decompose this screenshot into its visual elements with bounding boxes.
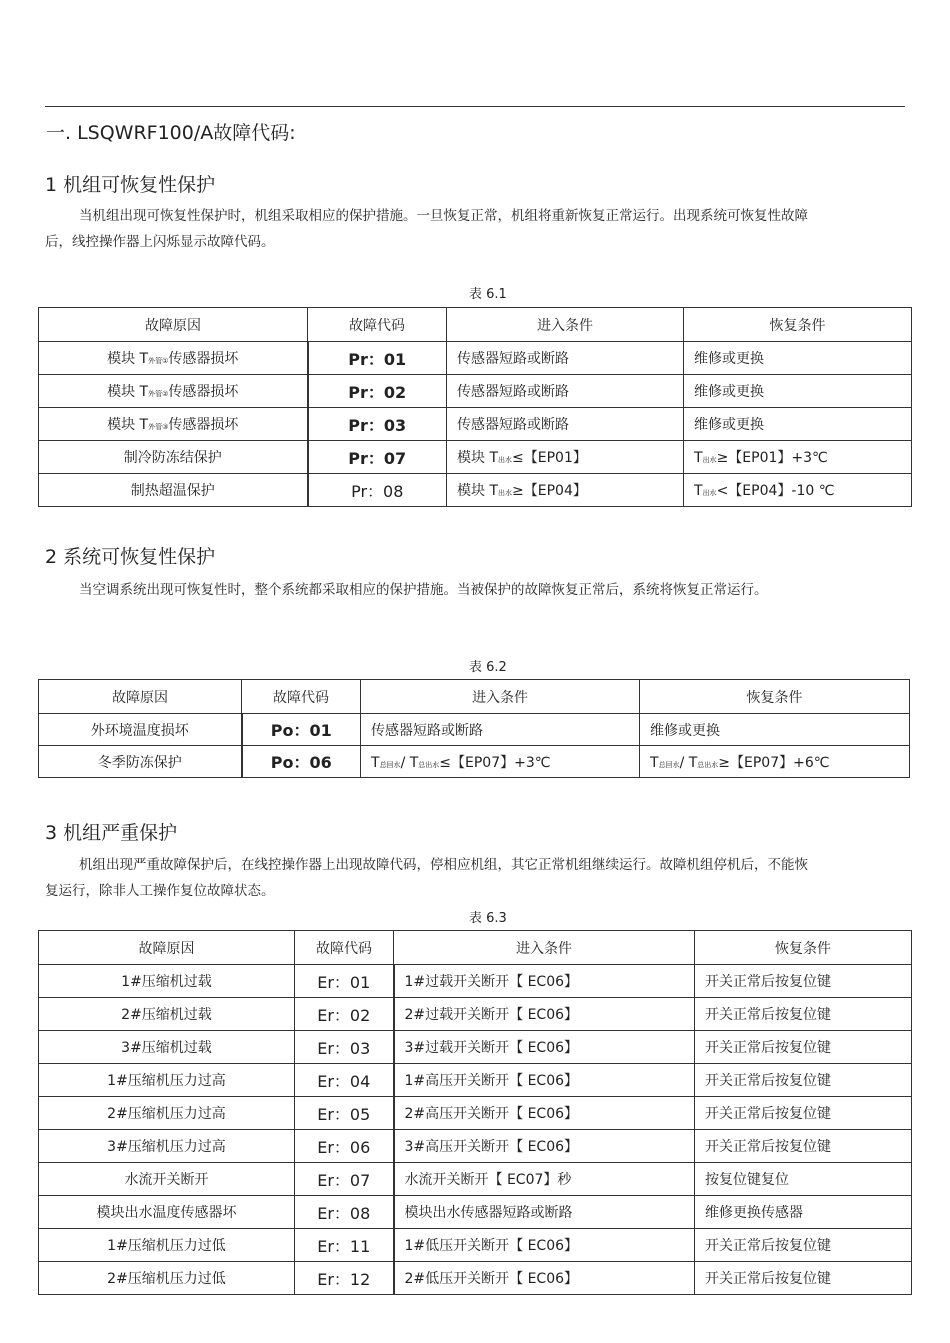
cell-code: Er：08 [295,1196,394,1229]
table-6-2-caption: 表 6.2 [469,660,507,675]
cell-cause: 3#压缩机压力过高 [39,1130,295,1163]
col-header-code: 故障代码 [308,308,447,342]
cell-cause: 2#压缩机压力过高 [39,1097,295,1130]
cell-code: Er：06 [295,1130,394,1163]
table-row [39,1031,912,1064]
cell-cause: 模块出水温度传感器坏 [39,1196,295,1229]
cell-code: Er：05 [295,1097,394,1130]
cell-enter: 1#高压开关断开【 EC06】 [394,1064,695,1097]
cell-code: Po：06 [242,746,361,778]
header-rule [45,106,905,107]
cell-enter: 模块 T出水≥【EP04】 [447,474,684,507]
table-row [39,408,912,441]
cell-code: Er：07 [295,1163,394,1196]
cell-code: Er：02 [295,998,394,1031]
table-row [39,474,912,507]
table-row [39,1130,912,1163]
table-row [39,1163,912,1196]
cell-recover: 开关正常后按复位键 [695,998,912,1031]
cell-enter: 传感器短路或断路 [447,408,684,441]
cell-enter: 传感器短路或断路 [447,342,684,375]
cell-enter: 传感器短路或断路 [361,714,640,746]
section-1-paragraph: 当机组出现可恢复性保护时，机组采取相应的保护措施。一旦恢复正常，机组将重新恢复正常运行。出现系统可恢复性故障后，线控操作器上闪烁显示故障代码。 [45,208,808,250]
cell-cause: 冬季防冻保护 [39,746,242,778]
section-3-heading: 3 机组严重保护 [45,822,178,844]
col-header-enter: 进入条件 [361,680,640,714]
cell-enter: 2#高压开关断开【 EC06】 [394,1097,695,1130]
cell-code: Er：11 [295,1229,394,1262]
cell-enter: 2#低压开关断开【 EC06】 [394,1262,695,1295]
table-row [39,746,910,778]
col-header-recover: 恢复条件 [695,931,912,965]
table-row [39,1262,912,1295]
cell-enter: 模块 T出水≤【EP01】 [447,441,684,474]
cell-cause: 1#压缩机过载 [39,965,295,998]
col-header-code: 故障代码 [295,931,394,965]
table-row [39,1196,912,1229]
col-header-code: 故障代码 [242,680,361,714]
cell-recover: 开关正常后按复位键 [695,1064,912,1097]
cell-enter: 水流开关断开【 EC07】秒 [394,1163,695,1196]
cell-cause: 模块 T外管①传感器损坏 [39,342,308,375]
cell-code: Pr：07 [308,441,447,474]
cell-recover: 维修或更换 [640,714,910,746]
section-3-paragraph: 机组出现严重故障保护后，在线控操作器上出现故障代码，停相应机组，其它正常机组继续运行。故障机组停机后，不能恢复运行，除非人工操作复位故障状态。 [45,857,808,899]
cell-enter: 1#低压开关断开【 EC06】 [394,1229,695,1262]
cell-recover: 开关正常后按复位键 [695,1097,912,1130]
cell-code: Pr：03 [308,408,447,441]
cell-enter: 3#高压开关断开【 EC06】 [394,1130,695,1163]
cell-recover: 维修更换传感器 [695,1196,912,1229]
cell-cause: 1#压缩机压力过高 [39,1064,295,1097]
section-2-paragraph: 当空调系统出现可恢复性时，整个系统都采取相应的保护措施。当被保护的故障恢复正常后，系统将恢复正常运行。 [79,582,768,598]
cell-recover: T出水≥【EP01】+3℃ [684,441,912,474]
table-row [39,965,912,998]
section-2-heading: 2 系统可恢复性保护 [45,546,216,568]
cell-code: Pr：01 [308,342,447,375]
cell-enter: 3#过载开关断开【 EC06】 [394,1031,695,1064]
table-6-3-caption: 表 6.3 [469,911,507,926]
cell-code: Pr：02 [308,375,447,408]
cell-recover: 维修或更换 [684,375,912,408]
cell-code: Er：03 [295,1031,394,1064]
table-row [39,375,912,408]
col-header-enter: 进入条件 [394,931,695,965]
table-row [39,1064,912,1097]
cell-code: Er：12 [295,1262,394,1295]
cell-recover: T出水<【EP04】-10 ℃ [684,474,912,507]
cell-code: Po：01 [242,714,361,746]
cell-code: Er：01 [295,965,394,998]
cell-recover: 开关正常后按复位键 [695,1130,912,1163]
cell-enter: T总回水/ T总出水≤【EP07】+3℃ [361,746,640,778]
col-header-cause: 故障原因 [39,931,295,965]
cell-cause: 1#压缩机压力过低 [39,1229,295,1262]
cell-recover: 维修或更换 [684,342,912,375]
table-6-2 [38,679,910,778]
cell-enter: 传感器短路或断路 [447,375,684,408]
cell-recover: 按复位键复位 [695,1163,912,1196]
cell-cause: 2#压缩机过载 [39,998,295,1031]
table-6-3 [38,930,912,1295]
cell-cause: 制热超温保护 [39,474,308,507]
col-header-cause: 故障原因 [39,308,308,342]
table-row [39,342,912,375]
cell-recover: 开关正常后按复位键 [695,1262,912,1295]
table-row [39,441,912,474]
cell-recover: 开关正常后按复位键 [695,1229,912,1262]
cell-recover: 开关正常后按复位键 [695,1031,912,1064]
cell-cause: 3#压缩机过载 [39,1031,295,1064]
table-row [39,1097,912,1130]
table-row [39,714,910,746]
cell-cause: 模块 T外管③传感器损坏 [39,408,308,441]
cell-recover: 开关正常后按复位键 [695,965,912,998]
cell-code: Pr：08 [308,474,447,507]
cell-cause: 制冷防冻结保护 [39,441,308,474]
cell-recover: 维修或更换 [684,408,912,441]
table-6-1 [38,307,912,507]
cell-cause: 水流开关断开 [39,1163,295,1196]
cell-enter: 模块出水传感器短路或断路 [394,1196,695,1229]
cell-cause: 2#压缩机压力过低 [39,1262,295,1295]
col-header-enter: 进入条件 [447,308,684,342]
cell-enter: 1#过载开关断开【 EC06】 [394,965,695,998]
table-row [39,998,912,1031]
col-header-cause: 故障原因 [39,680,242,714]
cell-recover: T总回水/ T总出水≥【EP07】+6℃ [640,746,910,778]
table-6-1-caption: 表 6.1 [469,287,507,302]
cell-code: Er：04 [295,1064,394,1097]
page-title: 一. LSQWRF100/A故障代码: [46,122,296,144]
col-header-recover: 恢复条件 [684,308,912,342]
cell-cause: 模块 T外管②传感器损坏 [39,375,308,408]
section-1-heading: 1 机组可恢复性保护 [45,174,216,196]
col-header-recover: 恢复条件 [640,680,910,714]
cell-cause: 外环境温度损坏 [39,714,242,746]
table-row [39,1229,912,1262]
cell-enter: 2#过载开关断开【 EC06】 [394,998,695,1031]
